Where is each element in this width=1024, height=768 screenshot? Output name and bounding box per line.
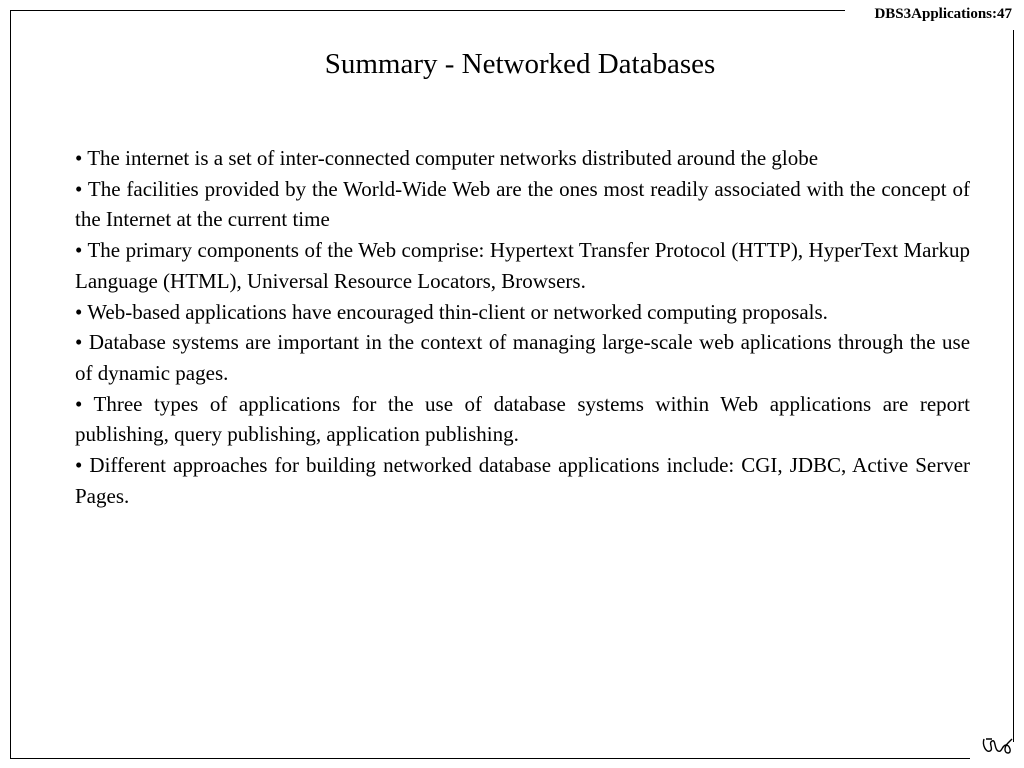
bullet-item (75, 297, 970, 328)
bullet-list (75, 143, 970, 511)
frame-top (10, 10, 845, 11)
bullet-item (75, 235, 970, 296)
bullet-text: Different approaches for building networked database applications include: CGI, JDBC, Active Server Pages. (75, 453, 971, 508)
bullet-marker: • (75, 299, 83, 324)
slide-title: Summary - Networked Databases (324, 48, 716, 80)
bullet-text: The internet is a set of inter-connected computer networks distributed around the globe (87, 146, 819, 170)
bullet-text: Database systems are important in the context of managing large-scale web aplications through the use of dynamic pages. (75, 330, 971, 385)
bullet-item (75, 450, 970, 511)
bullet-marker: • (75, 238, 83, 263)
bullet-item (75, 389, 970, 450)
bullet-marker: • (75, 330, 83, 355)
slide-id: DBS3Applications:47 (874, 6, 1012, 22)
bullet-item (75, 327, 970, 388)
bullet-marker: • (75, 453, 83, 478)
bullet-text: Web-based applications have encouraged thin-client or networked computing proposals. (87, 299, 828, 324)
frame-right (1013, 30, 1014, 742)
bullet-item (75, 174, 970, 235)
frame-bottom (10, 758, 970, 759)
bullet-item (75, 143, 970, 174)
logo-icon (980, 735, 1014, 757)
bullet-marker: • (75, 176, 83, 201)
bullet-text: The primary components of the Web comprise: Hypertext Transfer Protocol (HTTP), HyperText Markup Language (HTML), Universal Resource Locators, Browsers. (75, 238, 970, 293)
frame-left (10, 10, 11, 758)
bullet-marker: • (75, 146, 83, 170)
bullet-text: Three types of applications for the use of database systems within Web applications are report publishing, query publishing, application publishing. (75, 391, 971, 447)
bullet-text: The facilities provided by the World-Wide Web are the ones most readily associated with the concept of the Internet at the current time (75, 176, 971, 232)
bullet-marker: • (75, 391, 83, 416)
